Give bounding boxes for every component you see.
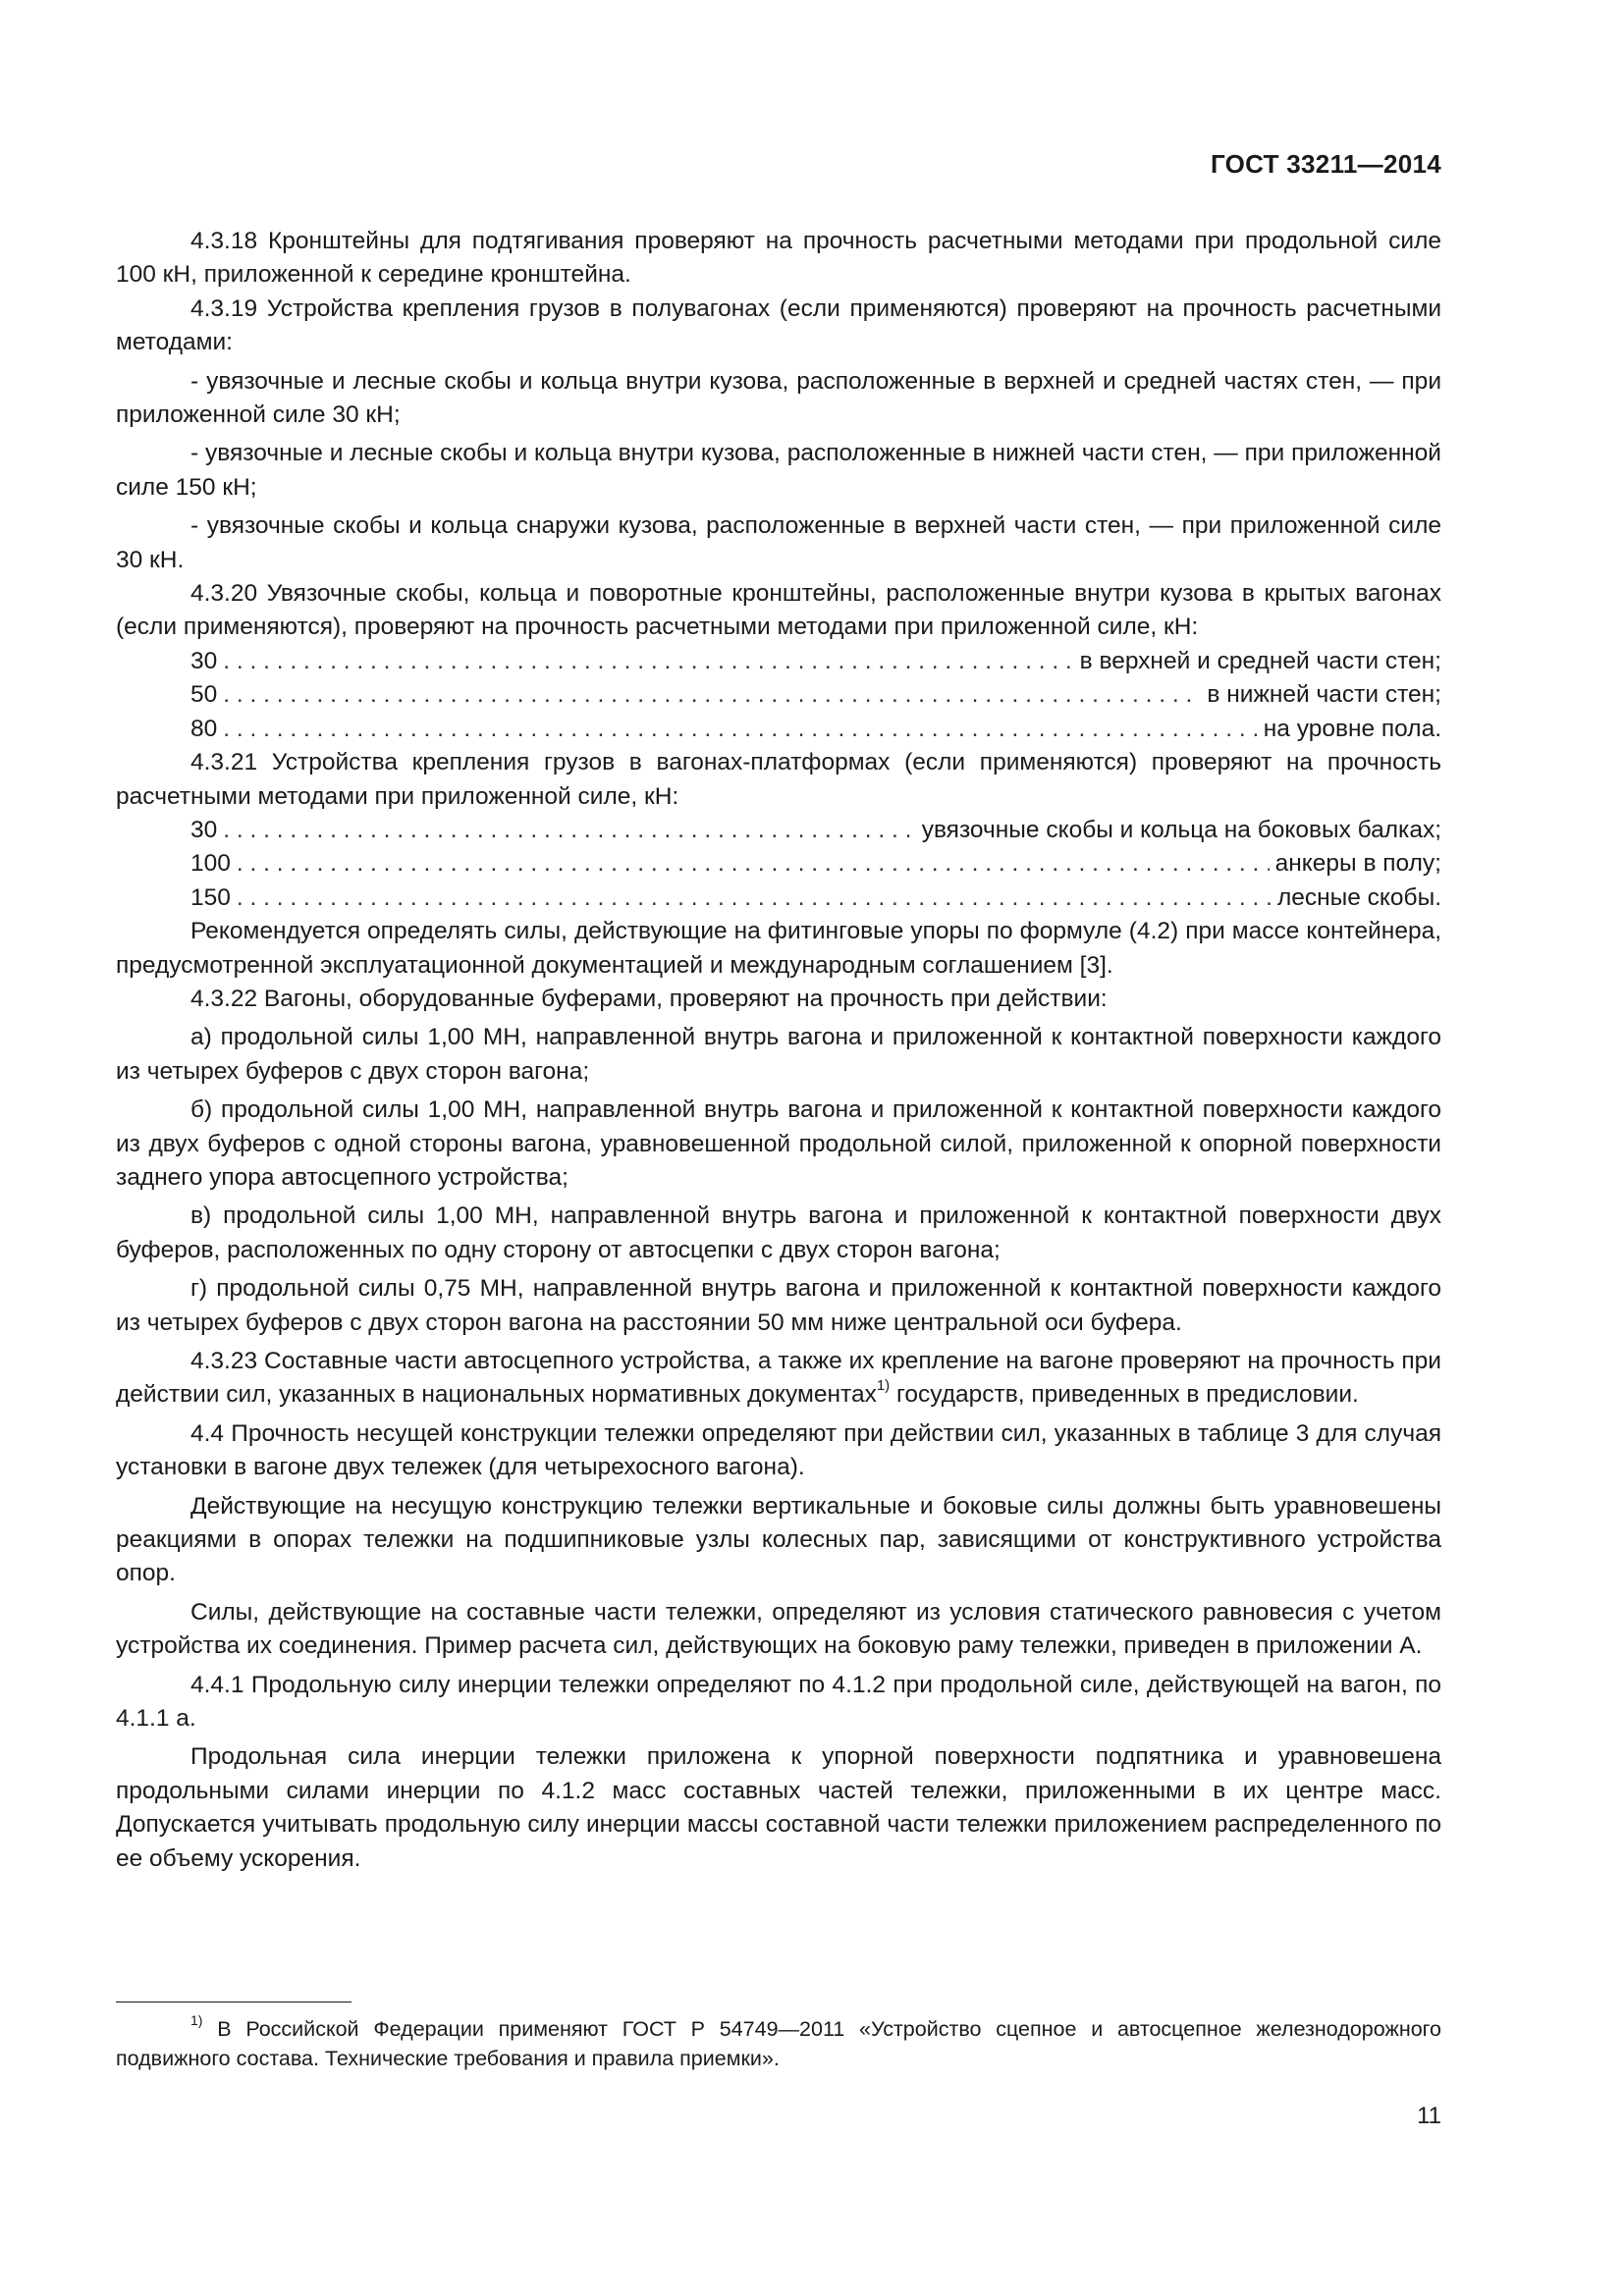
- clause-4-3-22-item-a: а) продольной силы 1,00 МН, направленной внутрь вагона и приложенной к контактной поверхности каждого из четырех буферов с двух сторон вагона;: [116, 1024, 1441, 1085]
- force-value: 50: [190, 681, 218, 709]
- clause-4-3-19-item-2: - увязочные и лесные скобы и кольца внутри кузова, расположенные в нижней части стен, — при приложенной силе 150 кН;: [116, 440, 1441, 501]
- clause-4-4-paragraph-2: Действующие на несущую конструкцию тележки вертикальные и боковые силы должны быть уравновешены реакциями в опорах тележки на подшипниковые узлы колесных пар, зависящими от конструктивного устройства опор.: [116, 1492, 1441, 1587]
- footnote-marker: 1): [190, 2011, 203, 2028]
- force-value: 30: [190, 816, 218, 843]
- force-value: 80: [190, 715, 218, 742]
- leader-dots: [223, 645, 1073, 678]
- recommendation-paragraph: Рекомендуется определять силы, действующие на фитинговые упоры по формуле (4.2) при массе контейнера, предусмотренной эксплуатационной документацией и международным соглашением [3].: [116, 918, 1441, 979]
- leader-dots: [223, 713, 1257, 746]
- clause-4-3-23-text-end: государств, приведенных в предисловии.: [890, 1381, 1359, 1409]
- footnote-text-block: [116, 2011, 1441, 2073]
- clause-4-3-22-item-c: в) продольной силы 1,00 МН, направленной внутрь вагона и приложенной к контактной поверхности двух буферов, расположенных по одну сторону от автосцепки с двух сторон вагона;: [116, 1202, 1441, 1263]
- force-location: лесные скобы.: [1276, 883, 1441, 911]
- page-number: 11: [1417, 2103, 1441, 2129]
- clause-4-3-20: 4.3.20 Увязочные скобы, кольца и поворотные кронштейны, расположенные внутри кузова в крытых вагонах (если применяются), проверяют на прочность расчетными методами при приложенной силе, кН:: [116, 580, 1441, 641]
- clause-4-3-22-item-b: б) продольной силы 1,00 МН, направленной внутрь вагона и приложенной к контактной поверхности каждого из двух буферов с одной стороны вагона, уравновешенной продольной силой, приложенной к опорной поверхности заднего упора автосцепного устройства;: [116, 1096, 1441, 1191]
- leader-dots: [223, 678, 1201, 712]
- leader-dots: [237, 847, 1270, 881]
- force-list-item: [116, 645, 1441, 678]
- clause-4-3-23: [116, 1345, 1441, 1413]
- clause-4-3-23-text: 4.3.23 Составные части автосцепного устройства, а также их крепление на вагоне проверяют на прочность при действии сил, указанных в национальных нормативных документах: [116, 1348, 1441, 1409]
- force-list-item: [116, 881, 1441, 915]
- clause-4-4-1: 4.4.1 Продольную силу инерции тележки определяют по 4.1.2 при продольной силе, действующей на вагон, по 4.1.1 а.: [116, 1671, 1441, 1733]
- force-list-item: [116, 678, 1441, 712]
- clause-4-4: 4.4 Прочность несущей конструкции тележки определяют при действии сил, указанных в таблице 3 для случая установки в вагоне двух тележек (для четырехосного вагона).: [116, 1419, 1441, 1481]
- force-location: увязочные скобы и кольца на боковых балках;: [921, 816, 1441, 843]
- force-value: 30: [190, 647, 218, 674]
- clause-4-3-19: 4.3.19 Устройства крепления грузов в полувагонах (если применяются) проверяют на прочность расчетными методами:: [116, 294, 1441, 356]
- footnote-reference[interactable]: 1): [876, 1377, 891, 1395]
- clause-4-3-18: 4.3.18 Кронштейны для подтягивания проверяют на прочность расчетными методами при продольной силе 100 кН, приложенной к середине кронштейна.: [116, 228, 1441, 289]
- force-location: в верхней и средней части стен;: [1079, 647, 1441, 674]
- document-body: [116, 225, 1441, 1876]
- force-value: 100: [190, 850, 231, 878]
- footnote: [116, 2011, 1441, 2073]
- clause-4-3-19-item-3: - увязочные скобы и кольца снаружи кузова, расположенные в верхней части стен, — при приложенной силе 30 кН.: [116, 512, 1441, 573]
- force-location: на уровне пола.: [1263, 715, 1441, 742]
- force-location: анкеры в полу;: [1274, 850, 1441, 878]
- document-code-header: ГОСТ 33211—2014: [1210, 149, 1441, 179]
- force-location: в нижней части стен;: [1207, 681, 1441, 709]
- leader-dots: [237, 881, 1272, 915]
- clause-4-3-22-item-d: г) продольной силы 0,75 МН, направленной внутрь вагона и приложенной к контактной поверхности каждого из четырех буферов с двух сторон вагона на расстоянии 50 мм ниже центральной оси буфера.: [116, 1275, 1441, 1336]
- force-list-item: [116, 713, 1441, 746]
- force-list-item: [116, 814, 1441, 847]
- clause-4-3-22: 4.3.22 Вагоны, оборудованные буферами, проверяют на прочность при действии:: [190, 985, 1108, 1012]
- force-value: 150: [190, 883, 231, 911]
- clause-4-4-1-paragraph-2: Продольная сила инерции тележки приложена к упорной поверхности подпятника и уравновешена продольными силами инерции по 4.1.2 масс составных частей тележки, приложенными в их центре масс. Допускается учитывать продольную силу инерции массы составной части тележки приложением распределенного по ее объему ускорения.: [116, 1743, 1441, 1872]
- force-list-item: [116, 847, 1441, 881]
- leader-dots: [223, 814, 915, 847]
- clause-4-3-19-item-1: - увязочные и лесные скобы и кольца внутри кузова, расположенные в верхней и средней частях стен, — при приложенной силе 30 кН;: [116, 367, 1441, 429]
- clause-4-4-paragraph-3: Силы, действующие на составные части тележки, определяют из условия статического равновесия с учетом устройства их соединения. Пример расчета сил, действующих на боковую раму тележки, приведен в приложении А.: [116, 1598, 1441, 1660]
- footnote-text: В Российской Федерации применяют ГОСТ Р 54749—2011 «Устройство сцепное и автосцепное железнодорожного подвижного состава. Технические требования и правила приемки».: [116, 2017, 1441, 2070]
- clause-4-3-21: 4.3.21 Устройства крепления грузов в вагонах-платформах (если применяются) проверяют на прочность расчетными методами при приложенной силе, кН:: [116, 749, 1441, 810]
